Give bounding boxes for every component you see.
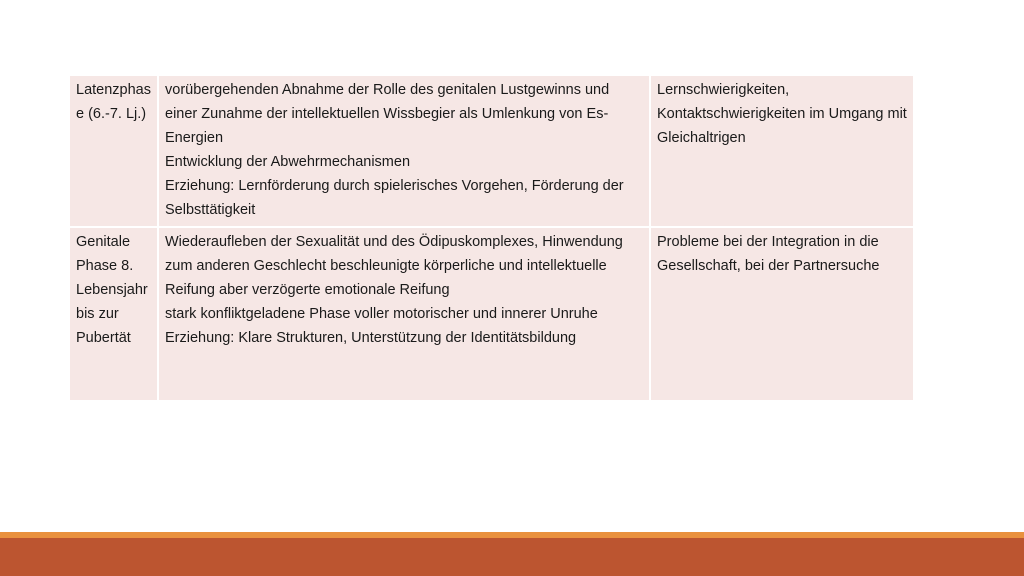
table-row-latenzphase xyxy=(70,76,913,228)
description-line: Erziehung: Klare Strukturen, Unterstützung der Identitätsbildung xyxy=(165,330,577,346)
description-line: stark konfliktgeladene Phase voller motorischer und innerer Unruhe xyxy=(165,306,598,322)
description-line: vorübergehenden Abnahme der Rolle des genitalen Lustgewinns und einer Zunahme der intellektuellen Wissbegier als Umlenkung von Es-Energien xyxy=(165,82,610,146)
footer-bar xyxy=(0,538,1024,576)
description-cell xyxy=(159,228,651,400)
table-row-genitale-phase xyxy=(70,228,913,400)
problems-cell: Probleme bei der Integration in die Gesellschaft, bei der Partnersuche xyxy=(651,228,913,400)
phase-cell: Genitale Phase 8. Lebensjahr bis zur Pubertät xyxy=(70,228,159,400)
description-line: Erziehung: Lernförderung durch spielerisches Vorgehen, Förderung der Selbsttätigkeit xyxy=(165,178,624,218)
phase-cell: Latenzphase (6.-7. Lj.) xyxy=(70,76,159,228)
description-line: Entwicklung der Abwehrmechanismen xyxy=(165,154,411,170)
problems-cell: Lernschwierigkeiten, Kontaktschwierigkeiten im Umgang mit Gleichaltrigen xyxy=(651,76,913,228)
phase-table xyxy=(70,76,913,400)
description-line: Wiederaufleben der Sexualität und des Ödipuskomplexes, Hinwendung zum anderen Geschlecht beschleunigte körperliche und intellektuelle Reifung aber verzögerte emotionale Reifung xyxy=(165,234,623,298)
description-cell xyxy=(159,76,651,228)
